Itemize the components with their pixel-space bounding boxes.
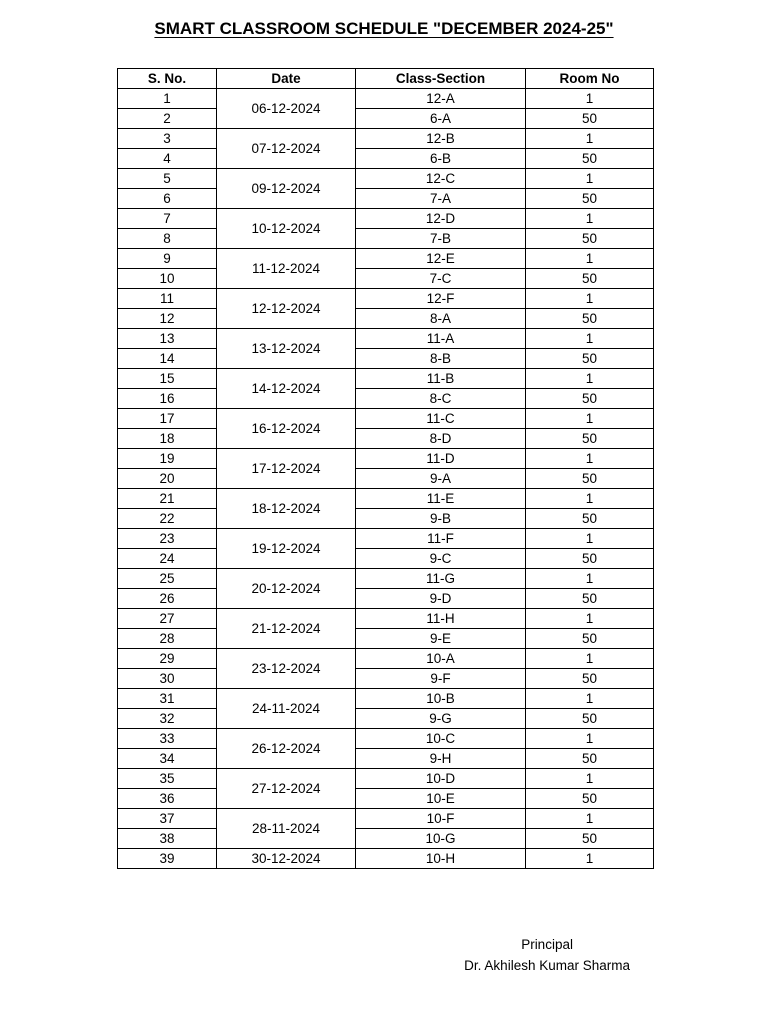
cell-room-no: 50 [526,229,654,249]
table-row [118,149,654,169]
cell-class-section: 12-F [356,289,526,309]
table-row [118,129,654,149]
cell-class-section: 9-C [356,549,526,569]
table-row [118,809,654,829]
cell-class-section: 11-C [356,409,526,429]
cell-class-section: 8-D [356,429,526,449]
cell-room-no: 50 [526,149,654,169]
cell-sno: 2 [118,109,217,129]
cell-sno: 6 [118,189,217,209]
cell-class-section: 10-A [356,649,526,669]
cell-sno: 29 [118,649,217,669]
table-row [118,729,654,749]
cell-sno: 22 [118,509,217,529]
cell-sno: 21 [118,489,217,509]
cell-room-no: 1 [526,89,654,109]
cell-room-no: 1 [526,249,654,269]
cell-sno: 10 [118,269,217,289]
cell-date: 24-11-2024 [217,689,356,729]
cell-class-section: 10-H [356,849,526,869]
cell-date: 06-12-2024 [217,89,356,129]
cell-room-no: 1 [526,689,654,709]
cell-class-section: 9-D [356,589,526,609]
cell-sno: 9 [118,249,217,269]
cell-class-section: 10-E [356,789,526,809]
cell-sno: 1 [118,89,217,109]
cell-room-no: 50 [526,749,654,769]
cell-class-section: 7-A [356,189,526,209]
cell-sno: 18 [118,429,217,449]
cell-class-section: 12-A [356,89,526,109]
cell-sno: 8 [118,229,217,249]
table-header-row [118,69,654,89]
cell-date: 26-12-2024 [217,729,356,769]
table-row [118,829,654,849]
cell-class-section: 9-B [356,509,526,529]
table-row [118,509,654,529]
cell-room-no: 1 [526,409,654,429]
cell-room-no: 1 [526,449,654,469]
cell-sno: 4 [118,149,217,169]
cell-sno: 34 [118,749,217,769]
cell-sno: 35 [118,769,217,789]
cell-date: 23-12-2024 [217,649,356,689]
cell-class-section: 10-B [356,689,526,709]
table-row [118,449,654,469]
cell-date: 17-12-2024 [217,449,356,489]
signature-role: Principal [521,937,573,952]
cell-class-section: 9-F [356,669,526,689]
cell-class-section: 11-A [356,329,526,349]
table-row [118,649,654,669]
cell-room-no: 1 [526,129,654,149]
cell-date: 16-12-2024 [217,409,356,449]
cell-class-section: 9-G [356,709,526,729]
cell-date: 19-12-2024 [217,529,356,569]
table-row [118,489,654,509]
signature-name: Dr. Akhilesh Kumar Sharma [464,958,630,973]
cell-sno: 23 [118,529,217,549]
cell-sno: 28 [118,629,217,649]
cell-room-no: 50 [526,269,654,289]
cell-class-section: 7-C [356,269,526,289]
cell-sno: 16 [118,389,217,409]
table-row [118,429,654,449]
cell-date: 07-12-2024 [217,129,356,169]
table-row [118,549,654,569]
cell-class-section: 11-D [356,449,526,469]
cell-room-no: 1 [526,489,654,509]
column-header-date: Date [217,69,356,89]
cell-sno: 3 [118,129,217,149]
cell-room-no: 50 [526,429,654,449]
table-row [118,409,654,429]
cell-sno: 33 [118,729,217,749]
cell-sno: 11 [118,289,217,309]
table-row [118,629,654,649]
cell-date: 18-12-2024 [217,489,356,529]
cell-class-section: 9-E [356,629,526,649]
table-row [118,589,654,609]
cell-room-no: 1 [526,729,654,749]
cell-sno: 25 [118,569,217,589]
cell-room-no: 50 [526,349,654,369]
table-row [118,709,654,729]
schedule-table [117,68,654,869]
cell-class-section: 8-C [356,389,526,409]
cell-date: 12-12-2024 [217,289,356,329]
cell-room-no: 50 [526,309,654,329]
cell-class-section: 10-D [356,769,526,789]
cell-room-no: 1 [526,529,654,549]
table-row [118,189,654,209]
cell-sno: 24 [118,549,217,569]
cell-class-section: 11-E [356,489,526,509]
cell-sno: 7 [118,209,217,229]
cell-class-section: 11-G [356,569,526,589]
signature-block [464,934,630,976]
cell-room-no: 50 [526,469,654,489]
cell-class-section: 12-B [356,129,526,149]
cell-date: 30-12-2024 [217,849,356,869]
table-row [118,229,654,249]
cell-class-section: 10-G [356,829,526,849]
cell-room-no: 50 [526,629,654,649]
cell-date: 11-12-2024 [217,249,356,289]
cell-date: 20-12-2024 [217,569,356,609]
table-row [118,769,654,789]
cell-class-section: 12-D [356,209,526,229]
cell-class-section: 12-E [356,249,526,269]
cell-class-section: 12-C [356,169,526,189]
cell-class-section: 10-F [356,809,526,829]
table-row [118,89,654,109]
cell-sno: 39 [118,849,217,869]
cell-date: 09-12-2024 [217,169,356,209]
table-row [118,309,654,329]
table-row [118,249,654,269]
cell-sno: 5 [118,169,217,189]
cell-date: 13-12-2024 [217,329,356,369]
cell-room-no: 50 [526,109,654,129]
cell-room-no: 50 [526,669,654,689]
cell-sno: 20 [118,469,217,489]
cell-room-no: 1 [526,289,654,309]
table-row [118,749,654,769]
cell-room-no: 50 [526,549,654,569]
table-row [118,109,654,129]
table-row [118,269,654,289]
cell-class-section: 11-H [356,609,526,629]
table-row [118,789,654,809]
table-row [118,209,654,229]
cell-room-no: 1 [526,849,654,869]
cell-date: 14-12-2024 [217,369,356,409]
cell-room-no: 50 [526,589,654,609]
cell-sno: 31 [118,689,217,709]
cell-room-no: 1 [526,209,654,229]
cell-class-section: 8-B [356,349,526,369]
cell-sno: 38 [118,829,217,849]
table-row [118,289,654,309]
table-row [118,849,654,869]
cell-class-section: 10-C [356,729,526,749]
cell-sno: 37 [118,809,217,829]
page-title [0,17,768,41]
cell-date: 28-11-2024 [217,809,356,849]
cell-sno: 26 [118,589,217,609]
cell-room-no: 1 [526,609,654,629]
cell-room-no: 1 [526,329,654,349]
cell-room-no: 1 [526,569,654,589]
column-header-room-no: Room No [526,69,654,89]
cell-sno: 19 [118,449,217,469]
cell-date: 21-12-2024 [217,609,356,649]
cell-sno: 15 [118,369,217,389]
cell-date: 10-12-2024 [217,209,356,249]
cell-sno: 12 [118,309,217,329]
table-row [118,689,654,709]
cell-room-no: 1 [526,169,654,189]
cell-room-no: 50 [526,829,654,849]
cell-class-section: 8-A [356,309,526,329]
cell-sno: 14 [118,349,217,369]
schedule-table-body [118,89,654,869]
cell-room-no: 1 [526,369,654,389]
cell-room-no: 50 [526,389,654,409]
table-row [118,389,654,409]
cell-sno: 27 [118,609,217,629]
cell-class-section: 6-B [356,149,526,169]
table-row [118,329,654,349]
cell-room-no: 50 [526,789,654,809]
cell-sno: 30 [118,669,217,689]
table-row [118,349,654,369]
cell-room-no: 1 [526,809,654,829]
cell-class-section: 11-B [356,369,526,389]
cell-room-no: 1 [526,769,654,789]
cell-class-section: 7-B [356,229,526,249]
table-row [118,529,654,549]
cell-room-no: 50 [526,189,654,209]
cell-room-no: 1 [526,649,654,669]
column-header-class-section: Class-Section [356,69,526,89]
cell-sno: 13 [118,329,217,349]
cell-class-section: 11-F [356,529,526,549]
table-row [118,369,654,389]
table-row [118,569,654,589]
cell-room-no: 50 [526,509,654,529]
table-row [118,469,654,489]
table-row [118,169,654,189]
cell-class-section: 6-A [356,109,526,129]
cell-class-section: 9-H [356,749,526,769]
cell-class-section: 9-A [356,469,526,489]
cell-sno: 17 [118,409,217,429]
column-header-sno: S. No. [118,69,217,89]
cell-date: 27-12-2024 [217,769,356,809]
cell-room-no: 50 [526,709,654,729]
cell-sno: 36 [118,789,217,809]
cell-sno: 32 [118,709,217,729]
table-row [118,609,654,629]
table-row [118,669,654,689]
page-title-text: SMART CLASSROOM SCHEDULE "DECEMBER 2024-25" [154,19,614,38]
